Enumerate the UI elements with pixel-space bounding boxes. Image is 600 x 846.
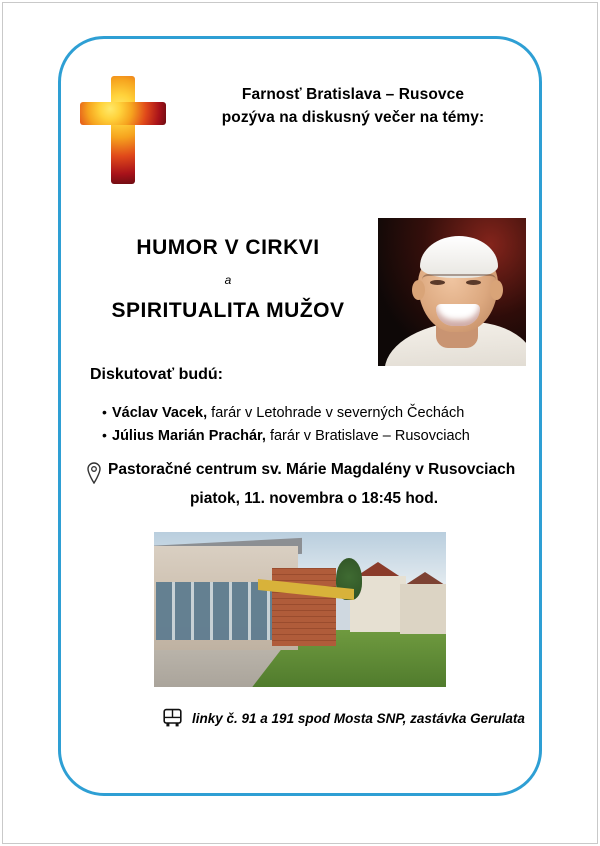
cross-horizontal-bar bbox=[80, 102, 166, 125]
discussant-name: Václav Vacek, bbox=[112, 405, 208, 421]
poster-header bbox=[178, 83, 528, 130]
bullet-icon: • bbox=[102, 404, 107, 420]
cross-icon bbox=[80, 76, 166, 184]
poster-content bbox=[58, 36, 542, 796]
header-line-1: Farnosť Bratislava – Rusovce bbox=[241, 86, 465, 103]
map-pin-icon bbox=[86, 462, 102, 484]
venue-place-row bbox=[86, 461, 526, 484]
photo-house2 bbox=[400, 584, 446, 634]
discussants-list bbox=[102, 402, 532, 449]
discussants-heading: Diskutovať budú: bbox=[90, 366, 223, 383]
transit-info bbox=[162, 708, 525, 728]
discussant-name: Július Marián Prachár, bbox=[112, 428, 266, 445]
photo-building-windows bbox=[156, 582, 276, 640]
header-line-2: pozýva na diskusný večer na témy: bbox=[221, 109, 485, 127]
venue-block bbox=[86, 461, 526, 508]
venue-datetime: piatok, 11. novembra o 18:45 hod. bbox=[189, 490, 439, 507]
bus-icon bbox=[162, 708, 183, 728]
discussant-role: farár v Bratislave – Rusovciach bbox=[265, 428, 470, 445]
topic-title-first: HUMOR V CIRKVI bbox=[136, 236, 320, 259]
venue-place: Pastoračné centrum sv. Márie Magdalény v Rusovciach bbox=[108, 461, 516, 478]
list-item bbox=[102, 402, 532, 425]
bullet-icon: • bbox=[102, 427, 107, 444]
pope-photo bbox=[378, 218, 526, 366]
pope-eye-left bbox=[430, 280, 445, 285]
building-photo bbox=[154, 532, 446, 687]
pope-eye-right bbox=[466, 280, 481, 285]
list-item bbox=[102, 425, 532, 448]
topics-block bbox=[68, 226, 388, 323]
discussant-role: farár v Letohrade v severných Čechách bbox=[207, 405, 465, 421]
photo-brick-wall bbox=[272, 568, 336, 646]
transit-text: linky č. 91 a 191 spod Mosta SNP, zastávka Gerulata bbox=[192, 710, 525, 726]
cross-vertical-bar bbox=[111, 76, 135, 184]
topic-conjunction: a bbox=[224, 273, 232, 287]
topic-title-second: SPIRITUALITA MUŽOV bbox=[111, 299, 345, 322]
